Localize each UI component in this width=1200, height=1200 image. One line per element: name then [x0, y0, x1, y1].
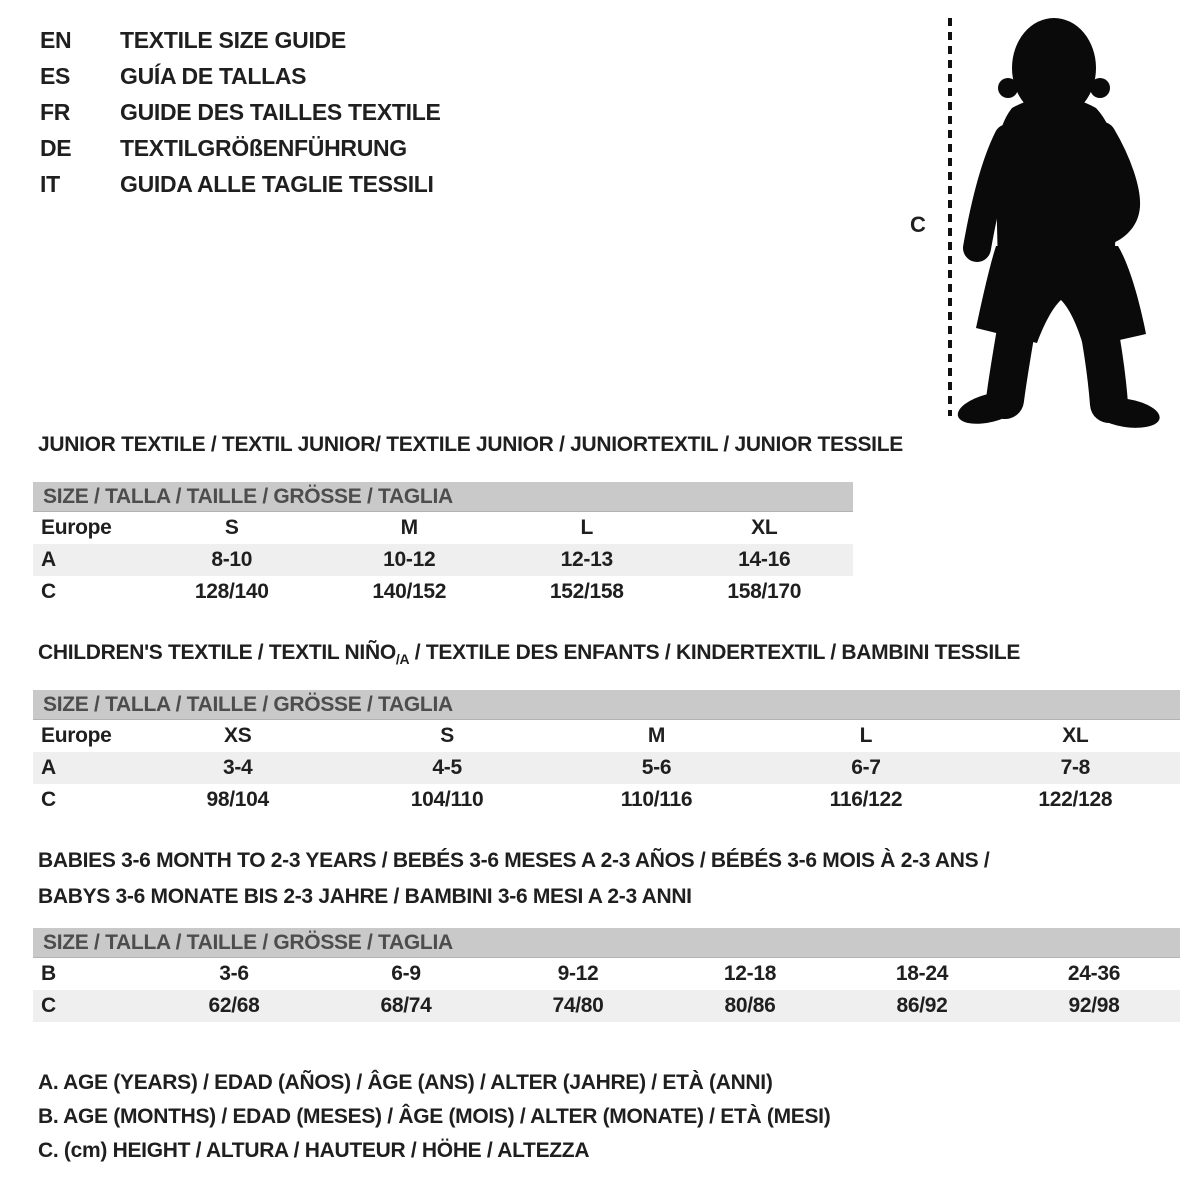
age-value: 5-6: [641, 756, 672, 779]
legend-age-months: B. AGE (MONTHS) / EDAD (MESES) / ÂGE (MOIS) / ALTER (MONATE) / ETÀ (MESI): [38, 1105, 831, 1128]
row-label: C: [41, 580, 56, 603]
height-value: 98/104: [206, 788, 269, 811]
months-value: 3-6: [219, 962, 249, 985]
row-label: C: [41, 788, 56, 811]
row-label: C: [41, 994, 56, 1017]
language-code: FR: [40, 98, 71, 125]
row-label: A: [41, 756, 56, 779]
row-label: Europe: [41, 516, 112, 539]
height-value: 86/92: [896, 994, 948, 1017]
junior-table-header: SIZE / TALLA / TAILLE / GRÖSSE / TAGLIA: [33, 482, 853, 512]
months-value: 18-24: [895, 962, 949, 985]
babies-size-table: [33, 928, 1180, 1022]
row-label: B: [41, 962, 56, 985]
language-row-es: [40, 58, 441, 94]
height-value: 68/74: [380, 994, 432, 1017]
height-value: 104/110: [410, 788, 484, 811]
months-value: 9-12: [557, 962, 599, 985]
height-value: 140/152: [372, 580, 447, 603]
language-code: IT: [40, 170, 60, 197]
size-value: S: [224, 516, 239, 539]
language-row-de: [40, 130, 441, 166]
row-label: A: [41, 548, 56, 571]
age-value: 3-4: [222, 756, 253, 779]
height-value: 110/116: [620, 788, 693, 811]
height-value: 116/122: [829, 788, 903, 811]
language-row-it: [40, 166, 441, 202]
size-value: XL: [1062, 724, 1089, 747]
children-section-title: [38, 641, 1020, 667]
size-value: S: [440, 724, 454, 747]
age-value: 10-12: [383, 548, 436, 571]
months-value: 6-9: [391, 962, 421, 985]
language-title-block: [40, 22, 441, 202]
height-value: 128/140: [194, 580, 269, 603]
size-value: M: [400, 516, 418, 539]
age-value: 4-5: [432, 756, 462, 779]
height-value: 152/158: [549, 580, 624, 603]
language-code: EN: [40, 26, 72, 53]
months-value: 12-18: [723, 962, 777, 985]
guide-title-it: GUIDA ALLE TAGLIE TESSILI: [120, 170, 434, 197]
babies-table-header: SIZE / TALLA / TAILLE / GRÖSSE / TAGLIA: [33, 928, 1180, 958]
children-row-height: [33, 784, 1180, 816]
months-value: 24-36: [1067, 962, 1121, 985]
height-value: 158/170: [727, 580, 802, 603]
size-value: L: [859, 724, 873, 747]
height-value: 74/80: [552, 994, 604, 1017]
children-table-header: SIZE / TALLA / TAILLE / GRÖSSE / TAGLIA: [33, 690, 1180, 720]
row-label: Europe: [41, 724, 112, 747]
guide-title-fr: GUIDE DES TAILLES TEXTILE: [120, 98, 441, 125]
age-value: 7-8: [1060, 756, 1091, 779]
age-value: 6-7: [851, 756, 881, 779]
junior-row-height: [33, 576, 853, 608]
age-value: 8-10: [211, 548, 253, 571]
guide-title-de: TEXTILGRÖßENFÜHRUNG: [120, 134, 407, 161]
size-value: XS: [223, 724, 252, 747]
language-row-en: [40, 22, 441, 58]
age-value: 14-16: [738, 548, 791, 571]
language-code: ES: [40, 62, 71, 89]
junior-section-title: JUNIOR TEXTILE / TEXTIL JUNIOR/ TEXTILE JUNIOR / JUNIORTEXTIL / JUNIOR TESSILE: [38, 433, 903, 456]
size-value: XL: [751, 516, 778, 539]
junior-row-europe: [33, 512, 853, 544]
height-value: 92/98: [1068, 994, 1120, 1017]
legend-height-cm: C. (cm) HEIGHT / ALTURA / HAUTEUR / HÖHE / ALTEZZA: [38, 1139, 590, 1162]
guide-title-en: TEXTILE SIZE GUIDE: [120, 26, 346, 53]
children-title-pre: CHILDREN'S TEXTILE / TEXTIL NIÑO: [38, 641, 396, 664]
children-row-europe: [33, 720, 1180, 752]
junior-row-age: [33, 544, 853, 576]
babies-section-title-line1: BABIES 3-6 MONTH TO 2-3 YEARS / BEBÉS 3-6 MESES A 2-3 AÑOS / BÉBÉS 3-6 MOIS À 2-3 ANS /: [38, 849, 990, 872]
children-row-age: [33, 752, 1180, 784]
size-value: L: [580, 516, 594, 539]
children-size-table: [33, 690, 1180, 816]
babies-row-height: [33, 990, 1180, 1022]
height-value: 80/86: [724, 994, 776, 1017]
babies-section-title-line2: BABYS 3-6 MONATE BIS 2-3 JAHRE / BAMBINI 3-6 MESI A 2-3 ANNI: [38, 885, 692, 908]
height-value: 62/68: [208, 994, 260, 1017]
language-code: DE: [40, 134, 72, 161]
height-value: 122/128: [1038, 788, 1113, 811]
babies-row-months: [33, 958, 1180, 990]
language-row-fr: [40, 94, 441, 130]
junior-size-table: [33, 482, 853, 608]
size-value: M: [647, 724, 666, 747]
toddler-silhouette-icon: [950, 8, 1200, 428]
height-measure-label: C: [910, 212, 926, 237]
age-value: 12-13: [560, 548, 613, 571]
legend-age-years: A. AGE (YEARS) / EDAD (AÑOS) / ÂGE (ANS) / ALTER (JAHRE) / ETÀ (ANNI): [38, 1071, 773, 1094]
children-title-subscript: /A: [395, 651, 410, 667]
guide-title-es: GUÍA DE TALLAS: [120, 62, 307, 89]
children-title-post: / TEXTILE DES ENFANTS / KINDERTEXTIL / BAMBINI TESSILE: [409, 641, 1021, 664]
